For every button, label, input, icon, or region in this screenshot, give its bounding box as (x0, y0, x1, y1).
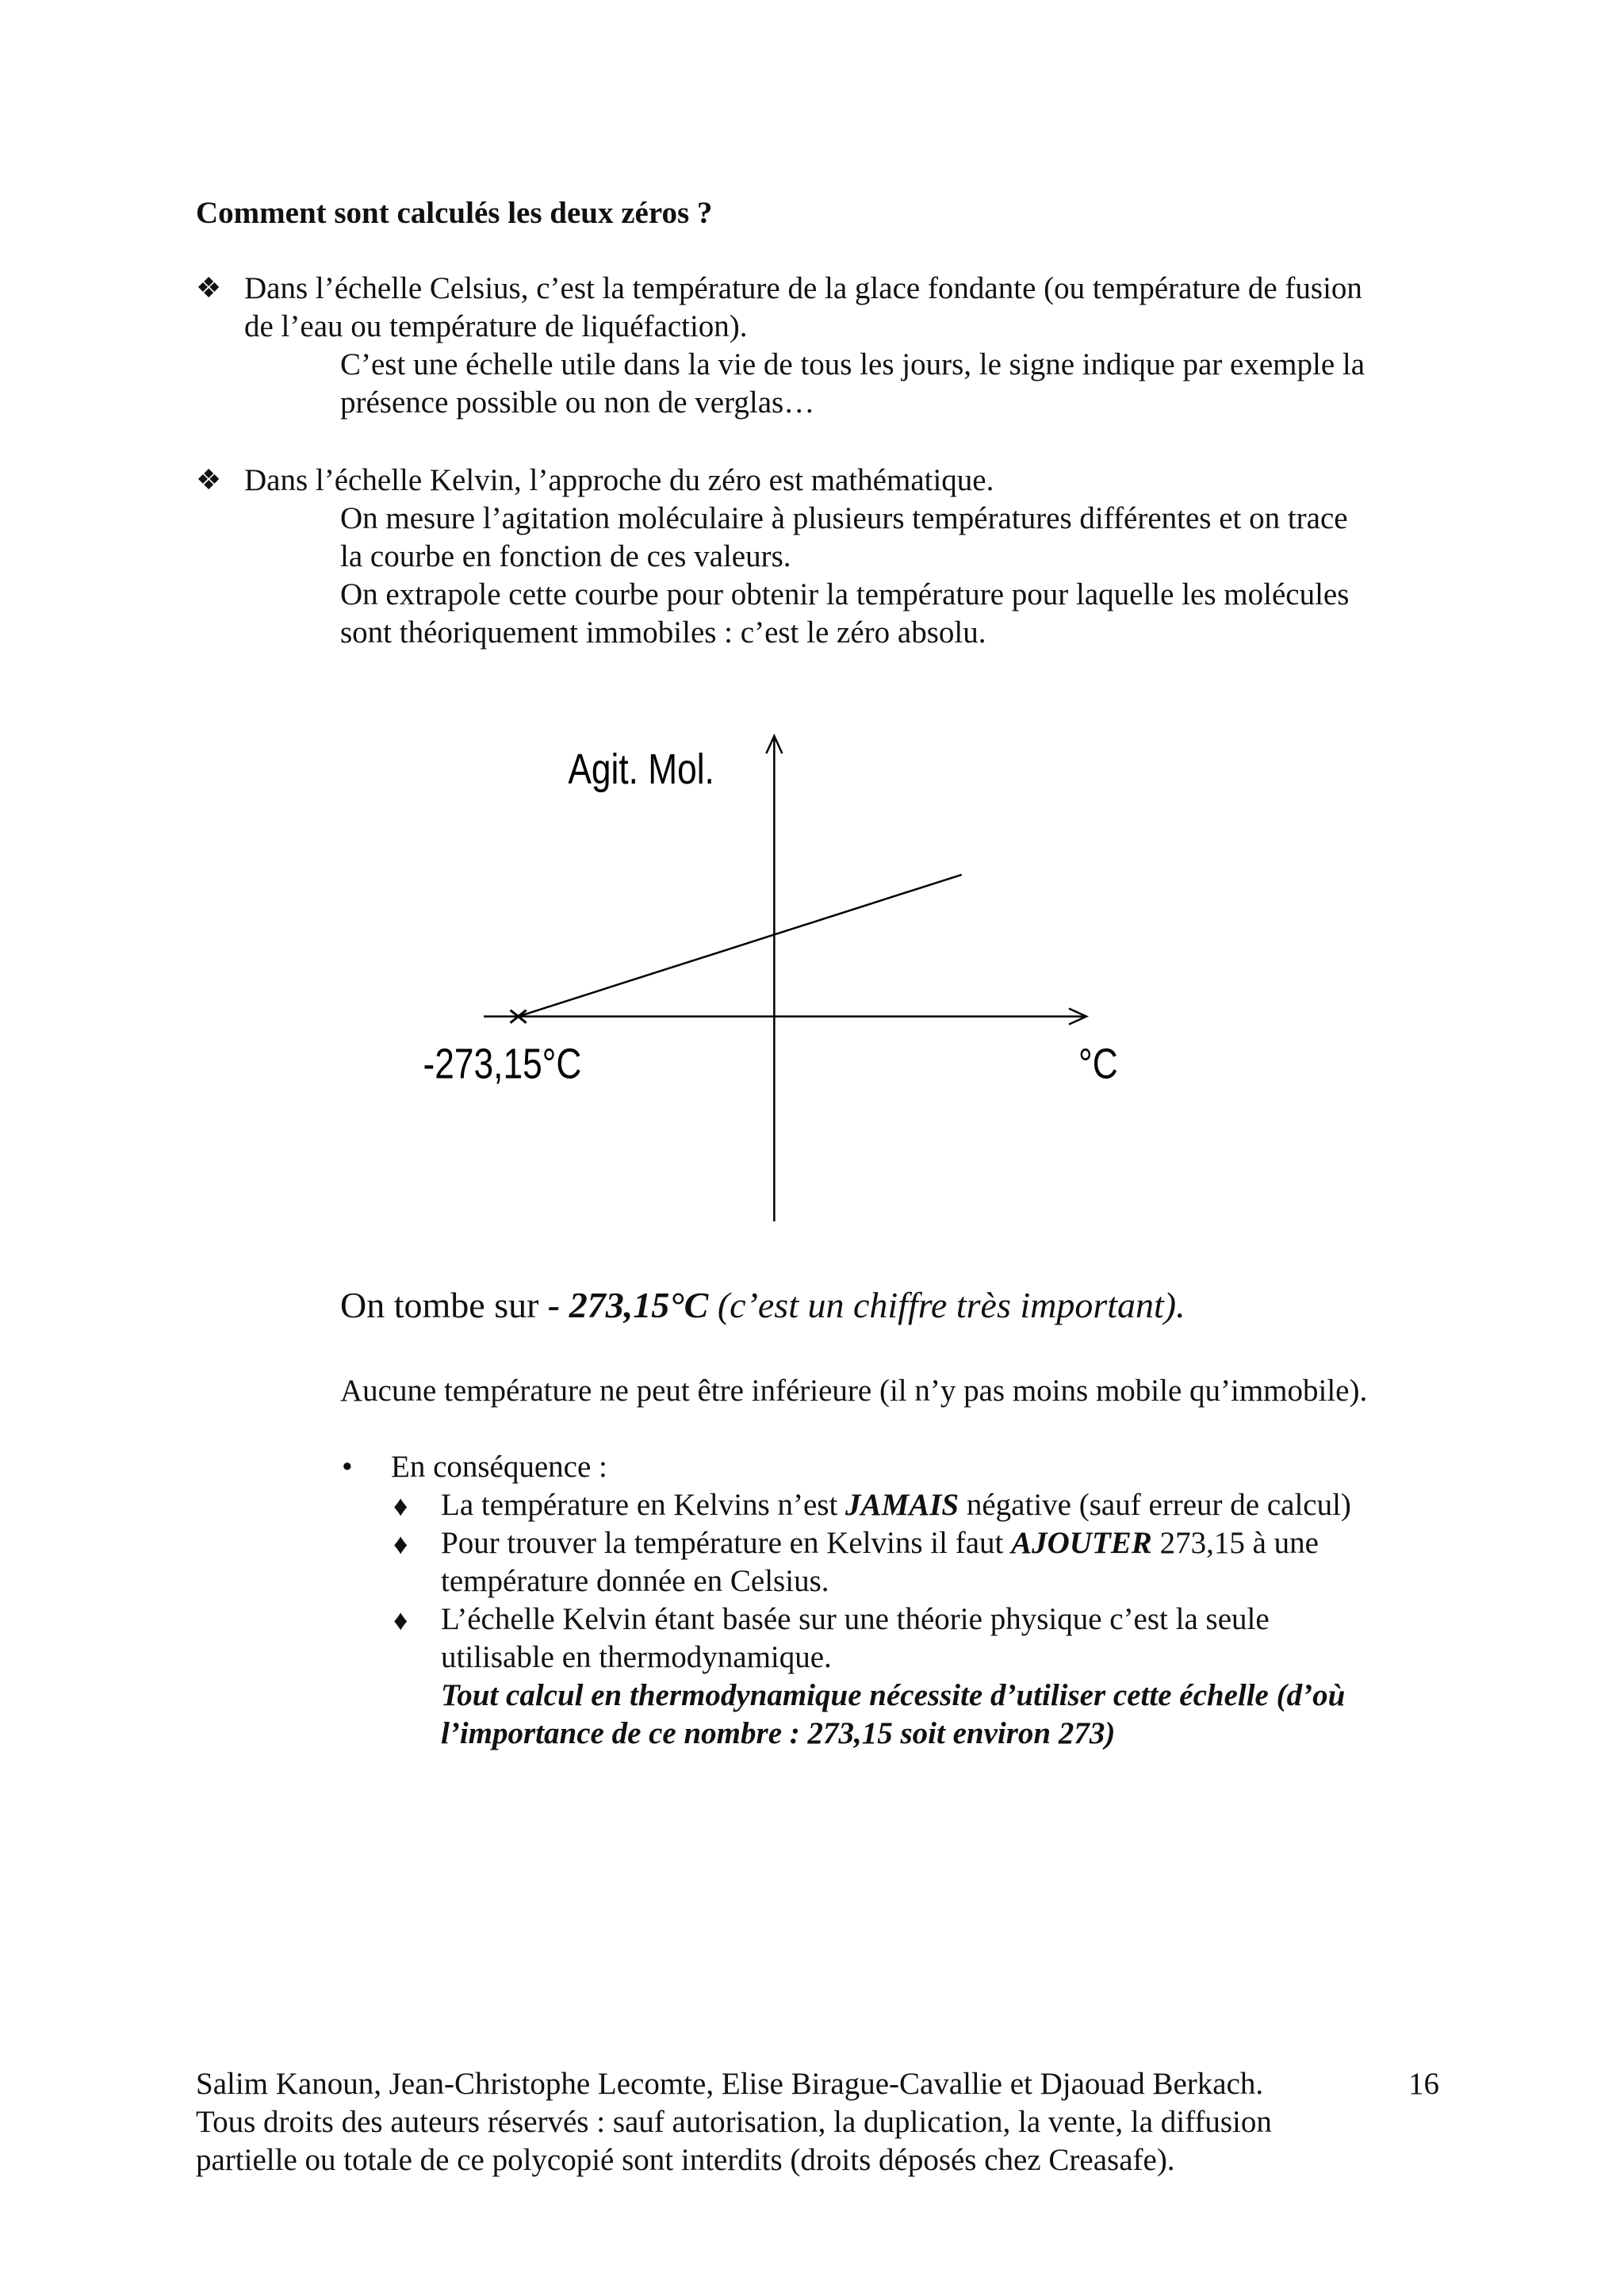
result-sentence (340, 1283, 1185, 1328)
celsius-line-2: de l’eau ou température de liquéfaction). (244, 309, 748, 343)
item-2-emphasis: AJOUTER (1011, 1526, 1152, 1560)
consequence-item-2 (441, 1524, 1319, 1562)
item-2-text: Pour trouver la température en Kelvins il faut (441, 1526, 1012, 1560)
footer-authors: Salim Kanoun, Jean-Christophe Lecomte, Elise Birague-Cavallie et Djaouad Berkach. (196, 2067, 1264, 2101)
footer-rights-line-1: Tous droits des auteurs réservés : sauf autorisation, la duplication, la vente, la diffusion (196, 2105, 1272, 2139)
result-value: - 273,15°C (547, 1285, 709, 1325)
celsius-line-4: présence possible ou non de verglas… (340, 385, 815, 420)
series-line (519, 875, 962, 1017)
bullet-small-diamond-icon: ♦ (393, 1528, 408, 1560)
bullet-dot-icon: • (342, 1450, 353, 1484)
celsius-line-1: Dans l’échelle Celsius, c’est la température de la glace fondante (ou température de fusion (244, 271, 1362, 305)
kelvin-line-4: On extrapole cette courbe pour obtenir la température pour laquelle les molécules (340, 577, 1350, 611)
absolute-zero-label: -273,15°C (423, 1040, 582, 1088)
celsius-line-3: C’est une échelle utile dans la vie de tous les jours, le signe indique par exemple la (340, 347, 1365, 381)
consequence-item-3-emphasis-1: Tout calcul en thermodynamique nécessite d’utiliser cette échelle (d’où (441, 1678, 1346, 1712)
footer-rights-line-2: partielle ou totale de ce polycopié sont interdits (droits déposés chez Creasafe). (196, 2143, 1175, 2177)
kelvin-line-1: Dans l’échelle Kelvin, l’approche du zéro est mathématique. (244, 463, 994, 497)
y-axis-label: Agit. Mol. (568, 745, 714, 794)
bullet-diamond-icon: ❖ (196, 464, 222, 496)
kelvin-line-3: la courbe en fonction de ces valeurs. (340, 539, 791, 573)
page-number: 16 (1408, 2067, 1439, 2101)
statement: Aucune température ne peut être inférieure (il n’y pas moins mobile qu’immobile). (340, 1374, 1368, 1408)
result-prefix: On tombe sur (340, 1285, 548, 1325)
consequence-item-3-line-2: utilisable en thermodynamique. (441, 1640, 832, 1674)
kelvin-line-2: On mesure l’agitation moléculaire à plusieurs températures différentes et on trace (340, 501, 1348, 535)
consequence-item-1 (441, 1486, 1351, 1524)
absolute-zero-chart (423, 714, 1118, 1237)
item-1-text: La température en Kelvins n’est (441, 1488, 846, 1522)
consequence-title: En conséquence : (391, 1450, 607, 1484)
bullet-small-diamond-icon: ♦ (393, 1490, 408, 1522)
result-note: (c’est un chiffre très important). (708, 1285, 1185, 1325)
consequence-item-3-line-1: L’échelle Kelvin étant basée sur une théorie physique c’est la seule (441, 1602, 1270, 1636)
consequence-item-2-line-2: température donnée en Celsius. (441, 1564, 829, 1598)
item-1-emphasis: JAMAIS (845, 1488, 959, 1522)
bullet-diamond-icon: ❖ (196, 272, 222, 304)
section-heading: Comment sont calculés les deux zéros ? (196, 196, 713, 230)
consequence-item-3-emphasis-2: l’importance de ce nombre : 273,15 soit environ 273) (441, 1716, 1116, 1750)
item-1-text-end: négative (sauf erreur de calcul) (959, 1488, 1351, 1522)
x-axis-label: °C (1078, 1040, 1118, 1088)
bullet-small-diamond-icon: ♦ (393, 1604, 408, 1636)
kelvin-line-5: sont théoriquement immobiles : c’est le zéro absolu. (340, 615, 986, 650)
item-2-text-end: 273,15 à une (1151, 1526, 1319, 1560)
